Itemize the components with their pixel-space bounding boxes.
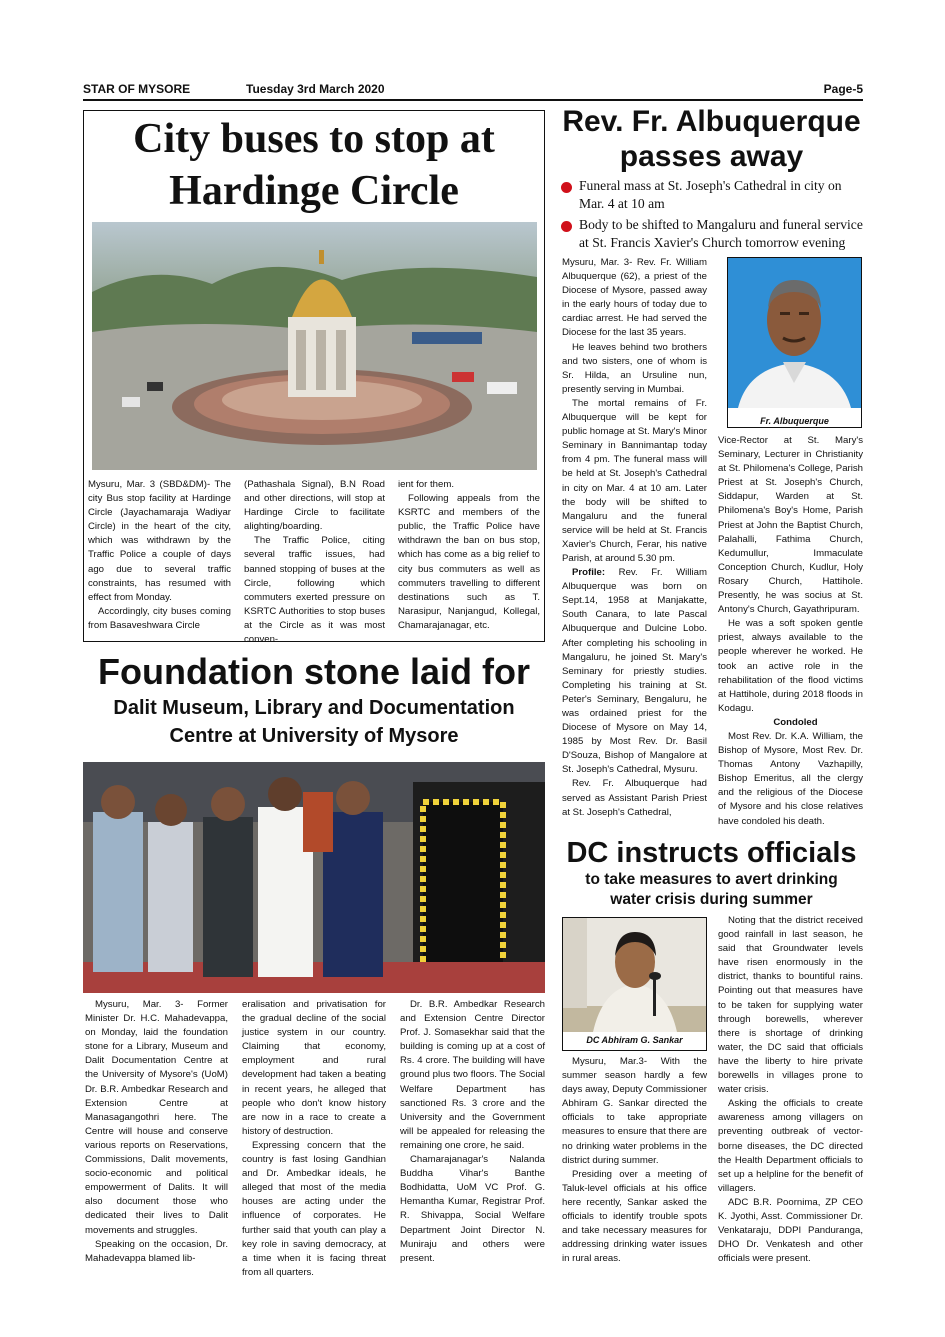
buses-col-1: [88, 478, 231, 633]
dc-col-1: [562, 1055, 707, 1266]
bullet-dot: [561, 221, 572, 232]
dc-col-2: [718, 914, 863, 1266]
dalit-col-2: [242, 998, 386, 1280]
albuquerque-headline-line-2: passes away: [619, 140, 804, 173]
profile-text: Rev. Fr. William Albuquerque was born on Sept.14, 1958 at Manjakatte, South Canara, to late Pascal Albuquerque and Dulcine Lobo. After completing his schooling in Mangaluru, he joined St. Mary's Seminary for priestly studies. Completing his training at St. Peter's Seminary, Bengaluru, he was ordained priest for the Diocese of Mysore on May 14, 1985 by Most Rev. Dr. Basil D'Souza, Bishop of Mangalore at St. Joseph's Cathedral, Mysuru.: [562, 567, 707, 776]
buses-headline-line-1: City buses to stop at: [133, 116, 495, 162]
hardinge-circle-photo: [92, 222, 537, 470]
paragraph: Mysuru, Mar. 3- Former Minister Dr. H.C. Mahadevappa, on Monday, laid the foundation stone for a Library, Museum and Dalit Documentation Centre at the University of Mysore's (UoM) Dr. B.R. Ambedkar Research and Extension Centre at Manasagangothri here. The Centre will house and conserve various reports on Reservations, Commissions, Dalit movements, socio-economic and political empowerment of Dalits. It will also document those who dedicated their lives to Dalit movements and struggles.: [85, 999, 228, 1236]
paragraph: Chamarajanagar's Nalanda Buddha Vihar's Banthe Bodhidatta, UoM VC Prof. G. Hemantha Kumar, Registrar Prof. R. Shivappa, Social Welfare Department Joint Director N. Muniraju and others were present.: [400, 1154, 545, 1264]
dalit-headline-line-2: Dalit Museum, Library and Documentation: [113, 697, 515, 719]
paragraph: Accordingly, city buses coming from Basaveshwara Circle: [88, 605, 231, 631]
paragraph: (Pathashala Signal), B.N Road and other directions, will stop at Hardinge Circle to facilitate alighting/boarding.: [244, 479, 385, 533]
dc-photo-caption: DC Abhiram G. Sankar: [586, 1035, 683, 1045]
paragraph: The Traffic Police, citing several traffic issues, had banned stopping of buses at the Circle, following which commuters exerted pressure on KSRTC Authorities to stop buses at the Circle as it was most conven-: [244, 535, 385, 646]
paragraph: ADC B.R. Poornima, ZP CEO K. Jyothi, Asst. Commissioner Dr. Venkataraju, DDPI Panduranga, DHO Dr. Venkatesh and other officials were present.: [718, 1196, 863, 1265]
dc-photo-frame: [562, 917, 707, 1051]
paragraph: Mysuru, Mar. 3 (SBD&DM)- The city Bus stop facility at Hardinge Circle (Jayachamaraja Wadiyar Circle) in the heart of the city, which was withdrawn by the Traffic Police a couple of days ago due to several traffic constraints, has resumed with effect from Monday.: [88, 479, 231, 603]
buses-headline-line-2: Hardinge Circle: [169, 168, 459, 214]
dc-headline-main: DC instructs officials: [566, 837, 857, 869]
issue-date: Tuesday 3rd March 2020: [246, 82, 385, 96]
albuquerque-photo-caption: Fr. Albuquerque: [760, 416, 829, 426]
paragraph: Presiding over a meeting of Taluk-level officials at his office here recently, Sankar asked the officials to identify trouble spots and take necessary measures for addressing drinking water issues in rural areas.: [562, 1168, 707, 1265]
dalit-col-3: [400, 998, 545, 1266]
dc-headline-line-3: water crisis during summer: [610, 891, 813, 908]
foundation-stone-photo: [83, 762, 545, 993]
dalit-headline-line-3: Centre at University of Mysore: [169, 725, 459, 747]
paragraph: Asking the officials to create awareness among villagers on preventing outbreak of vector-borne diseases, the DC directed the Health Department officials to set up a helpline for the benefit of villagers.: [718, 1098, 863, 1194]
albuquerque-headline: [553, 104, 870, 174]
buses-col-3: [398, 478, 540, 633]
paragraph: ient for them.: [398, 479, 454, 490]
condoled-subhead: Condoled: [773, 716, 818, 728]
paragraph: Mysuru, Mar. 3- Rev. Fr. William Albuquerque (62), a priest of the Diocese of Mysore, passed away in the early hours of today due to cardiac arrest. He had served the Diocese for the last 35 years.: [562, 257, 707, 339]
paragraph: Mysuru, Mar.3- With the summer season hardly a few days away, Deputy Commissioner Abhiram G. Sankar directed the officials to take appropriate measures to ensure that there are no drinking water problems in the district during summer.: [562, 1056, 707, 1166]
dc-portrait: [563, 918, 706, 1032]
paragraph: Speaking on the occasion, Dr. Mahadevappa blamed lib-: [85, 1238, 228, 1264]
buses-col-2: [244, 478, 385, 647]
profile-label: Profile:: [572, 567, 606, 579]
paragraph: Vice-Rector at St. Mary's Seminary, Lecturer in Christianity at St. Philomena's College, Parish Priest at St. Joseph's Church, Siddapur, Warden at St. Philomena's Boy's Home, Parish Priest at John the Baptist Church, Palahalli, Fathima Church, Kedumullur, Immaculate Conception Church, Kudlur, Holy Rosary Church, Hattihole. Presently, he was socius at St. Antony's Church, Gayathripuram.: [718, 435, 863, 616]
albuquerque-bullet-2: Body to be shifted to Mangaluru and funeral service at St. Francis Xavier's Church tomorrow evening: [579, 217, 863, 250]
paragraph: Following appeals from the KSRTC and members of the public, the Traffic Police have withdrawn the ban on bus stop, which has come as a big relief to city bus commuters as well as commuters travelling to different destinations such as T. Narasipur, Nanjangud, Kollegal, Chamarajanagar, etc.: [398, 493, 540, 631]
albuquerque-portrait: [728, 258, 861, 408]
masthead: [83, 80, 863, 100]
paragraph: Most Rev. Dr. K.A. William, the Bishop of Mysore, Most Rev. Dr. Thomas Antony Vazhapilly, Bishop Emeritus, all the clergy and the religious of the Diocese of Mysore and his close relatives have condoled his death.: [718, 730, 863, 827]
albuquerque-photo-frame: [727, 257, 862, 428]
paragraph: Noting that the district received good rainfall in last season, he said that Groundwater levels have risen enormously in the district, thanks to bountiful rains. Pointing out that measures have to be taken for supplying water through borewells, wherever there is shortage of drinking water, the DC said that officials have the liberty to hire private borewells in villages prone to water crisis.: [718, 915, 863, 1096]
bullet-dot: [561, 182, 572, 193]
albuquerque-headline-line-1: Rev. Fr. Albuquerque: [562, 105, 861, 138]
paragraph: Dr. B.R. Ambedkar Research and Extension Centre Director Prof. J. Somasekhar said that the building is coming up at a cost of Rs. 4 crore. The building will have ground plus two floors. The Social Welfare Department has sanctioned Rs. 3 crore and the University and the Government will be appealed for releasing the remaining one crore, he said.: [400, 999, 545, 1151]
albuquerque-col-1: [562, 256, 707, 820]
masthead-rule: [83, 99, 863, 101]
albuquerque-bullet-1: Funeral mass at St. Joseph's Cathedral in city on Mar. 4 at 10 am: [579, 178, 842, 211]
paragraph: He was a soft spoken gentle priest, always available to the people wherever he worked. He took an active role in the rehabilitation of the flood victims at Hattihole, during 2018 floods in Kodagu.: [718, 618, 863, 714]
page-number: Page-5: [823, 82, 863, 96]
paper-name: STAR OF MYSORE: [83, 82, 191, 96]
buses-headline: [86, 113, 542, 217]
paragraph: Rev. Fr. Albuquerque had served as Assistant Parish Priest at St. Joseph's Cathedral,: [562, 778, 707, 818]
paragraph: Expressing concern that the country is fast losing Gandhian and Dr. Ambedkar ideals, he alleged that most of the media houses are acting under the influence of corporates. He further said that youth can play a key role in saving democracy, at a time when it is facing threat from all quarters.: [242, 1139, 386, 1278]
paragraph: The mortal remains of Fr. Albuquerque will be kept for public homage at St. Mary's Minor Seminary in Bannimantap today from 4 pm. The funeral mass will be held at St. Joseph's Cathedral in city on Mar. 4 at 10 am. Later the body will be shifted to Mangaluru and the funeral service will be held at St. Francis Xavier's Church, Ferar, his native Parish, at around 5.30 pm.: [562, 397, 707, 564]
paragraph: He leaves behind two brothers and two sisters, one of whom is Sr. Hilda, an Ursuline nun, presently serving in Mumbai.: [562, 341, 707, 395]
dalit-headline-sub: [80, 694, 548, 750]
paragraph: eralisation and privatisation for the gradual decline of the social justice system in our country. Claiming that economy, employment and rural development had taken a beating in recent years, he alleged that people who don't know history are now in a race to create a history of destruction.: [242, 999, 386, 1137]
dc-headline-sub: [553, 870, 870, 910]
albuquerque-col-2: [718, 434, 863, 829]
dc-headline-line-2: to take measures to avert drinking: [585, 871, 838, 888]
dalit-col-1: [85, 998, 228, 1266]
dalit-headline-main: Foundation stone laid for: [98, 651, 530, 692]
